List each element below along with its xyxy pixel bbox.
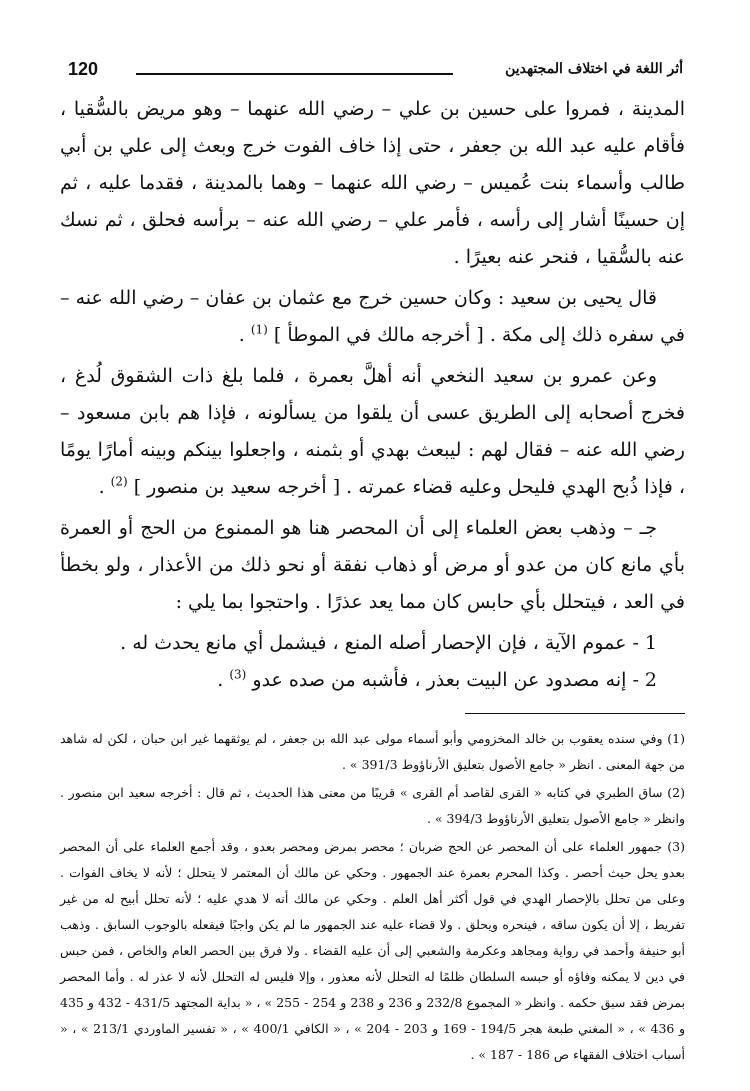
footnote-2 bbox=[60, 780, 685, 832]
footnote-3-text: جمهور العلماء على أن المحصر عن الحج ضربان ؛ محصر بمرض ومحصر بعدو ، وقد أجمع العلماء على أن المحصر بعدو يحل حيث أحصر . وكذا المحرم بعمرة عند الجمهور . وحكي عن مالك أن المعتمر لا يتحلل ؛ لأنه لا يخاف الفوات . وعلى من تحلل بالإحصار الهدي في قول أكثر أهل العلم . وحكي عن مالك أنه لا هدي عليه ؛ لأنه تحلل أبيح له من غير تفريط ، إلا أن يكون ساقه ، فينحره ويحلق . ولا قضاء عليه عند الجمهور ما لم يكن واجبًا فيفعله بالوجوب السابق . وذهب أبو حنيفة وأحمد في رواية ومجاهد وعكرمة والشعبي إلى أن عليه القضاء . ولا فرق بين الحصر العام والخاص ، فمن حبس في دين لا يمكنه وفاؤه أو حبسه السلطان ظلمًا له التحلل لأنه معذور ، وإلا فليس له التحلل لأنه لا عذر له . وأما المحصر بمرض فقد سبق حكمه . وانظر « المجموع 232/8 و 236 و 238 و 254 - 255 » ، « بداية المجتهد 431/5 - 432 و 435 و 436 » ، « المغني طبعة هجر 194/5 - 169 و 203 - 204 » ، « الكافي 400/1 » ، « تفسير الماوردي 213/1 » ، « أسباب اختلاف الفقهاء ص 186 - 187 » . bbox=[60, 839, 686, 1062]
paragraph-2-text: قال يحيى بن سعيد : وكان حسين خرج مع عثمان بن عفان – رضي الله عنه – في سفره ذلك إلى مكة . [ أخرجه مالك في الموطأ ] bbox=[60, 287, 685, 346]
footnote-1-text: وفي سنده يعقوب بن خالد المخزومي وأبو أسماء مولى عبد الله بن جعفر ، لم يوثقهما غير ابن حبان ، لكن له شاهد من جهة المعنى . انظر « جامع الأصول بتعليق الأرناؤوط 391/3 » . bbox=[60, 731, 685, 772]
footnote-3-number: (3) bbox=[667, 839, 685, 854]
footnote-3 bbox=[60, 834, 685, 1068]
footnote-2-text: ساق الطبري في كتابه « القرى لقاصد أم القرى » قريبًا من معنى هذا الحديث ، ثم قال : أخرجه سعيد ابن منصور . وانظر « جامع الأصول بتعليق الأرناؤوط 394/3 » . bbox=[60, 785, 685, 826]
footnote-1 bbox=[60, 726, 685, 778]
paragraph-2: قال يحيى بن سعيد : وكان حسين خرج مع عثمان بن عفان – رضي الله عنه – في سفره ذلك إلى مكة . [ أخرجه مالك في الموطأ ] $^{(1)}$ . bbox=[60, 287, 685, 346]
footnote-separator bbox=[465, 713, 685, 714]
footnote-1-number: (1) bbox=[667, 731, 685, 746]
footnote-2-number: (2) bbox=[667, 785, 685, 800]
running-title: أثر اللغة في اختلاف المجتهدين bbox=[505, 61, 683, 77]
footnote-ref-2[interactable]: (2) bbox=[110, 474, 128, 489]
list-item-2: 2 - إنه مصدود عن البيت بعذر ، فأشبه من صده عدو $^{(3)}$ . bbox=[217, 667, 657, 691]
paragraph-1: المدينة ، فمروا على حسين بن علي – رضي الله عنهما – وهو مريض بالسُّقيا ، فأقام عليه عبد الله بن جعفر ، حتى إذا خاف الفوت خرج وبعث إلى علي بن أبي طالب وأسماء بنت عُميس – رضي الله عنهما – وهما بالمدينة ، فقدما عليه ، ثم إن حسينًا أشار إلى رأسه ، فأمر علي – رضي الله عنه – برأسه فحلق ، ثم نسك عنه بالسُّقيا ، فنحر عنه بعيرًا . bbox=[60, 98, 685, 268]
page-header bbox=[60, 55, 685, 89]
header-rule bbox=[136, 73, 453, 75]
footnote-ref-3[interactable]: (3) bbox=[229, 667, 247, 682]
list-item-2-text: 2 - إنه مصدود عن البيت بعذر ، فأشبه من صده عدو bbox=[252, 669, 657, 691]
paragraph-4: جـ – وذهب بعض العلماء إلى أن المحصر هنا هو الممنوع من الحج أو العمرة بأي مانع كان من عدو أو مرض أو ذهاب نفقة أو نحو ذلك من الأعذار ، ولو بخطأ في العد ، فيتحلل بأي حابس كان مما يعد عذرًا . واحتجوا بما يلي : bbox=[60, 517, 685, 613]
list-item-1: 1 - عموم الآية ، فإن الإحصار أصله المنع ، فيشمل أي مانع يحدث له . bbox=[120, 632, 657, 654]
paragraph-3-text: وعن عمرو بن سعيد النخعي أنه أهلَّ بعمرة ، فلما بلغ ذات الشقوق لُدغ ، فخرج أصحابه إلى الطريق عسى أن يلقوا من يسألونه ، فإذا هم بابن مسعود – رضي الله عنه – فقال لهم : ليبعث بهدي أو بثمنه ، واجعلوا بينكم وبينه أمارًا يومًا ، فإذا ذُبح الهدي فليحل وعليه قضاء عمرته . [ أخرجه سعيد بن منصور ] bbox=[60, 365, 685, 498]
paragraph-3: وعن عمرو بن سعيد النخعي أنه أهلَّ بعمرة ، فلما بلغ ذات الشقوق لُدغ ، فخرج أصحابه إلى الطريق عسى أن يلقوا من يسألونه ، فإذا هم بابن مسعود – رضي الله عنه – فقال لهم : ليبعث بهدي أو بثمنه ، واجعلوا بينكم وبينه أمارًا يومًا ، فإذا ذُبح الهدي فليحل وعليه قضاء عمرته . [ أخرجه سعيد بن منصور ] $^{(2)}$ . bbox=[60, 365, 685, 498]
page bbox=[60, 55, 685, 1070]
page-number: 120 bbox=[68, 59, 99, 79]
footnote-ref-1[interactable]: (1) bbox=[250, 322, 268, 337]
footnotes bbox=[60, 726, 685, 1068]
main-text bbox=[60, 91, 685, 699]
